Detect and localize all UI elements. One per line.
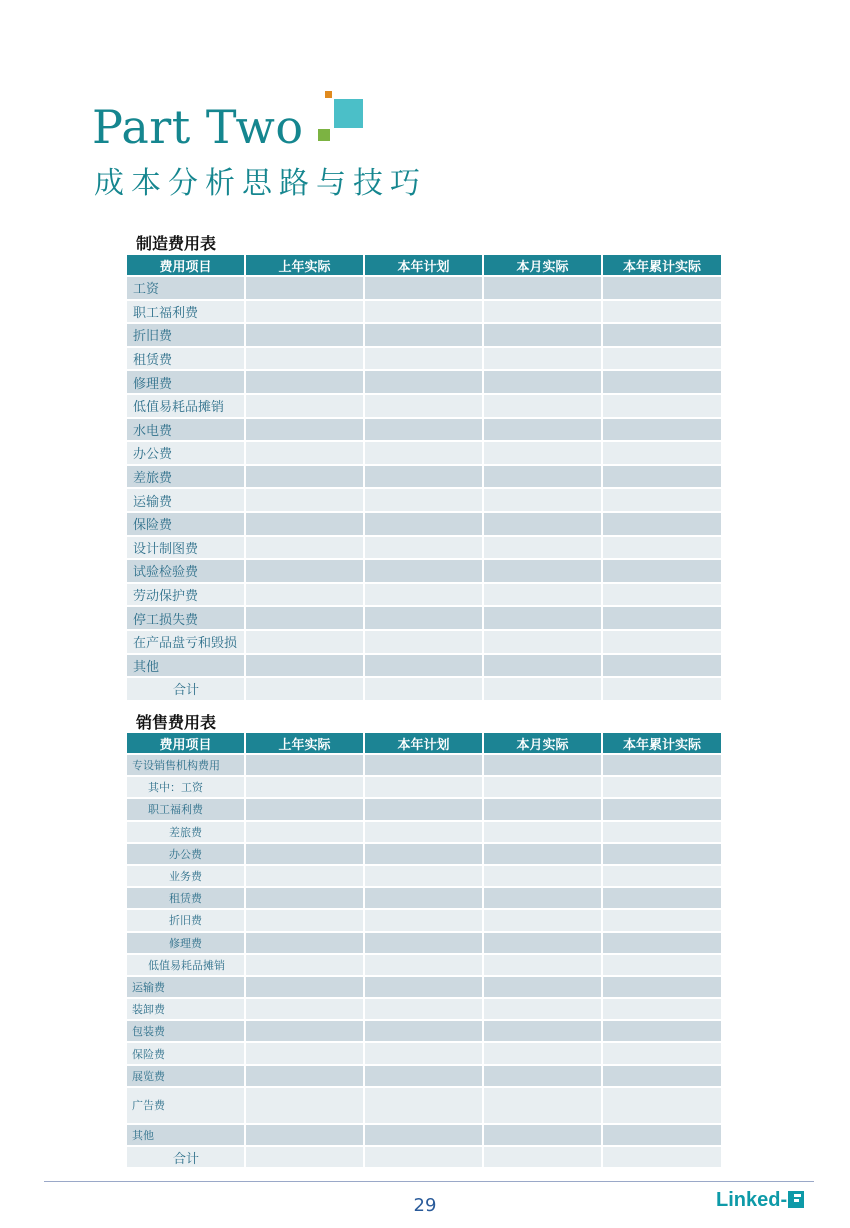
table-row bbox=[127, 1125, 721, 1145]
empty-cell bbox=[484, 755, 601, 775]
empty-cell bbox=[603, 755, 721, 775]
chapter-subtitle: 成本分析思路与技巧 bbox=[94, 166, 427, 201]
table-row bbox=[127, 1021, 721, 1041]
table-row bbox=[127, 584, 721, 606]
empty-cell bbox=[603, 1147, 721, 1167]
empty-cell bbox=[246, 560, 363, 582]
empty-cell bbox=[484, 371, 601, 393]
empty-cell bbox=[484, 301, 601, 323]
empty-cell bbox=[603, 866, 721, 886]
row-label: 水电费 bbox=[127, 419, 244, 441]
row-label: 差旅费 bbox=[127, 822, 244, 842]
empty-cell bbox=[603, 631, 721, 653]
empty-cell bbox=[365, 584, 482, 606]
empty-cell bbox=[484, 888, 601, 908]
empty-cell bbox=[246, 955, 363, 975]
empty-cell bbox=[246, 1021, 363, 1041]
empty-cell bbox=[484, 822, 601, 842]
empty-cell bbox=[365, 1043, 482, 1063]
empty-cell bbox=[603, 607, 721, 629]
empty-cell bbox=[603, 277, 721, 299]
empty-cell bbox=[365, 1066, 482, 1086]
empty-cell bbox=[246, 678, 363, 700]
empty-cell bbox=[246, 513, 363, 535]
table-row bbox=[127, 844, 721, 864]
empty-cell bbox=[603, 999, 721, 1019]
column-header: 本年累计实际 bbox=[603, 255, 721, 275]
empty-cell bbox=[603, 977, 721, 997]
table-row bbox=[127, 977, 721, 997]
empty-cell bbox=[603, 655, 721, 677]
empty-cell bbox=[246, 755, 363, 775]
column-header: 本月实际 bbox=[484, 255, 601, 275]
empty-cell bbox=[246, 371, 363, 393]
row-label: 修理费 bbox=[127, 371, 244, 393]
part-title: Part Two bbox=[92, 100, 304, 154]
row-label: 广告费 bbox=[127, 1088, 244, 1123]
empty-cell bbox=[603, 888, 721, 908]
empty-cell bbox=[603, 910, 721, 930]
empty-cell bbox=[246, 348, 363, 370]
table-row bbox=[127, 822, 721, 842]
row-label: 办公费 bbox=[127, 844, 244, 864]
empty-cell bbox=[484, 655, 601, 677]
empty-cell bbox=[484, 799, 601, 819]
table2-title: 销售费用表 bbox=[136, 713, 217, 732]
row-label: 运输费 bbox=[127, 977, 244, 997]
empty-cell bbox=[365, 977, 482, 997]
table-row bbox=[127, 395, 721, 417]
empty-cell bbox=[365, 822, 482, 842]
empty-cell bbox=[365, 1147, 482, 1167]
empty-cell bbox=[246, 866, 363, 886]
decor-square-green bbox=[318, 129, 330, 141]
column-header: 本月实际 bbox=[484, 733, 601, 753]
table-row bbox=[127, 607, 721, 629]
table-row bbox=[127, 537, 721, 559]
empty-cell bbox=[603, 348, 721, 370]
empty-cell bbox=[484, 977, 601, 997]
column-header: 费用项目 bbox=[127, 255, 244, 275]
empty-cell bbox=[484, 395, 601, 417]
table-header-row bbox=[127, 255, 721, 275]
empty-cell bbox=[365, 537, 482, 559]
row-label: 保险费 bbox=[127, 513, 244, 535]
empty-cell bbox=[365, 888, 482, 908]
empty-cell bbox=[365, 1088, 482, 1123]
empty-cell bbox=[603, 371, 721, 393]
empty-cell bbox=[603, 489, 721, 511]
empty-cell bbox=[484, 1043, 601, 1063]
empty-cell bbox=[484, 933, 601, 953]
column-header: 本年计划 bbox=[365, 255, 482, 275]
empty-cell bbox=[365, 419, 482, 441]
empty-cell bbox=[603, 537, 721, 559]
footer-divider bbox=[44, 1181, 814, 1182]
row-label: 其他 bbox=[127, 655, 244, 677]
row-label: 折旧费 bbox=[127, 910, 244, 930]
empty-cell bbox=[365, 955, 482, 975]
table-row bbox=[127, 999, 721, 1019]
empty-cell bbox=[246, 301, 363, 323]
manufacturing-cost-table bbox=[125, 253, 723, 702]
row-label: 业务费 bbox=[127, 866, 244, 886]
empty-cell bbox=[246, 1066, 363, 1086]
empty-cell bbox=[603, 777, 721, 797]
table1-title: 制造费用表 bbox=[136, 234, 217, 253]
empty-cell bbox=[484, 866, 601, 886]
empty-cell bbox=[365, 277, 482, 299]
empty-cell bbox=[365, 910, 482, 930]
table-total-row bbox=[127, 1147, 721, 1167]
empty-cell bbox=[484, 277, 601, 299]
empty-cell bbox=[484, 955, 601, 975]
row-label: 劳动保护费 bbox=[127, 584, 244, 606]
table-row bbox=[127, 1066, 721, 1086]
row-label: 包装费 bbox=[127, 1021, 244, 1041]
table-row bbox=[127, 466, 721, 488]
empty-cell bbox=[365, 755, 482, 775]
empty-cell bbox=[484, 442, 601, 464]
empty-cell bbox=[484, 999, 601, 1019]
empty-cell bbox=[246, 324, 363, 346]
table-row bbox=[127, 1088, 721, 1123]
table-total-row bbox=[127, 678, 721, 700]
empty-cell bbox=[365, 513, 482, 535]
row-label: 展览费 bbox=[127, 1066, 244, 1086]
empty-cell bbox=[365, 655, 482, 677]
row-label: 其他 bbox=[127, 1125, 244, 1145]
empty-cell bbox=[603, 1125, 721, 1145]
empty-cell bbox=[484, 910, 601, 930]
table-row bbox=[127, 888, 721, 908]
empty-cell bbox=[246, 466, 363, 488]
empty-cell bbox=[603, 1021, 721, 1041]
table-row bbox=[127, 442, 721, 464]
row-label: 停工损失费 bbox=[127, 607, 244, 629]
row-label: 装卸费 bbox=[127, 999, 244, 1019]
empty-cell bbox=[484, 678, 601, 700]
empty-cell bbox=[365, 324, 482, 346]
empty-cell bbox=[365, 560, 482, 582]
table-row bbox=[127, 655, 721, 677]
table-row bbox=[127, 933, 721, 953]
empty-cell bbox=[365, 799, 482, 819]
empty-cell bbox=[603, 844, 721, 864]
empty-cell bbox=[484, 324, 601, 346]
empty-cell bbox=[365, 489, 482, 511]
row-label: 运输费 bbox=[127, 489, 244, 511]
table-row bbox=[127, 910, 721, 930]
empty-cell bbox=[603, 560, 721, 582]
empty-cell bbox=[603, 324, 721, 346]
empty-cell bbox=[246, 977, 363, 997]
table-row bbox=[127, 1043, 721, 1063]
empty-cell bbox=[603, 442, 721, 464]
table-row bbox=[127, 348, 721, 370]
table-row bbox=[127, 489, 721, 511]
empty-cell bbox=[603, 395, 721, 417]
empty-cell bbox=[484, 1088, 601, 1123]
empty-cell bbox=[603, 1088, 721, 1123]
empty-cell bbox=[365, 301, 482, 323]
empty-cell bbox=[246, 1125, 363, 1145]
row-label: 低值易耗品摊销 bbox=[127, 955, 244, 975]
empty-cell bbox=[246, 799, 363, 819]
empty-cell bbox=[365, 395, 482, 417]
empty-cell bbox=[246, 537, 363, 559]
row-label: 合计 bbox=[127, 1147, 244, 1167]
empty-cell bbox=[365, 678, 482, 700]
empty-cell bbox=[484, 777, 601, 797]
empty-cell bbox=[246, 822, 363, 842]
row-label: 试验检验费 bbox=[127, 560, 244, 582]
empty-cell bbox=[603, 1043, 721, 1063]
row-label: 专设销售机构费用 bbox=[127, 755, 244, 775]
table-row bbox=[127, 419, 721, 441]
row-label: 保险费 bbox=[127, 1043, 244, 1063]
row-label: 职工福利费 bbox=[127, 301, 244, 323]
brand-logo bbox=[716, 1189, 804, 1212]
empty-cell bbox=[484, 489, 601, 511]
row-label: 修理费 bbox=[127, 933, 244, 953]
empty-cell bbox=[246, 419, 363, 441]
empty-cell bbox=[246, 1147, 363, 1167]
empty-cell bbox=[246, 277, 363, 299]
row-label: 合计 bbox=[127, 678, 244, 700]
empty-cell bbox=[484, 844, 601, 864]
empty-cell bbox=[603, 955, 721, 975]
empty-cell bbox=[484, 348, 601, 370]
empty-cell bbox=[365, 1125, 482, 1145]
table-row bbox=[127, 799, 721, 819]
empty-cell bbox=[603, 799, 721, 819]
empty-cell bbox=[246, 888, 363, 908]
empty-cell bbox=[365, 999, 482, 1019]
empty-cell bbox=[246, 910, 363, 930]
column-header: 上年实际 bbox=[246, 255, 363, 275]
sales-cost-table bbox=[125, 731, 723, 1169]
empty-cell bbox=[246, 442, 363, 464]
empty-cell bbox=[365, 1021, 482, 1041]
empty-cell bbox=[603, 1066, 721, 1086]
column-header: 费用项目 bbox=[127, 733, 244, 753]
empty-cell bbox=[365, 371, 482, 393]
row-label: 租赁费 bbox=[127, 888, 244, 908]
empty-cell bbox=[246, 999, 363, 1019]
table-row bbox=[127, 513, 721, 535]
row-label: 设计制图费 bbox=[127, 537, 244, 559]
empty-cell bbox=[246, 933, 363, 953]
empty-cell bbox=[484, 1066, 601, 1086]
brand-text: Linked- bbox=[716, 1189, 788, 1211]
empty-cell bbox=[365, 442, 482, 464]
decor-square-teal bbox=[334, 99, 363, 128]
table-row bbox=[127, 324, 721, 346]
row-label: 在产品盘亏和毁损 bbox=[127, 631, 244, 653]
empty-cell bbox=[246, 631, 363, 653]
empty-cell bbox=[365, 844, 482, 864]
row-label: 低值易耗品摊销 bbox=[127, 395, 244, 417]
column-header: 本年计划 bbox=[365, 733, 482, 753]
empty-cell bbox=[603, 822, 721, 842]
table-row bbox=[127, 560, 721, 582]
decor-square-orange bbox=[325, 91, 332, 98]
table-header-row bbox=[127, 733, 721, 753]
empty-cell bbox=[603, 513, 721, 535]
empty-cell bbox=[365, 631, 482, 653]
empty-cell bbox=[365, 348, 482, 370]
row-label: 职工福利费 bbox=[127, 799, 244, 819]
row-label: 其中：工资 bbox=[127, 777, 244, 797]
empty-cell bbox=[484, 560, 601, 582]
row-label: 租赁费 bbox=[127, 348, 244, 370]
empty-cell bbox=[484, 607, 601, 629]
empty-cell bbox=[365, 933, 482, 953]
column-header: 本年累计实际 bbox=[603, 733, 721, 753]
empty-cell bbox=[246, 1088, 363, 1123]
empty-cell bbox=[246, 1043, 363, 1063]
empty-cell bbox=[484, 466, 601, 488]
empty-cell bbox=[246, 584, 363, 606]
table-row bbox=[127, 755, 721, 775]
table-row bbox=[127, 955, 721, 975]
table-row bbox=[127, 631, 721, 653]
empty-cell bbox=[246, 844, 363, 864]
brand-f-icon bbox=[788, 1191, 804, 1208]
empty-cell bbox=[246, 607, 363, 629]
empty-cell bbox=[603, 419, 721, 441]
empty-cell bbox=[246, 777, 363, 797]
empty-cell bbox=[484, 1021, 601, 1041]
row-label: 工资 bbox=[127, 277, 244, 299]
empty-cell bbox=[365, 607, 482, 629]
row-label: 差旅费 bbox=[127, 466, 244, 488]
empty-cell bbox=[484, 631, 601, 653]
column-header: 上年实际 bbox=[246, 733, 363, 753]
empty-cell bbox=[365, 866, 482, 886]
table-row bbox=[127, 301, 721, 323]
empty-cell bbox=[365, 466, 482, 488]
empty-cell bbox=[246, 395, 363, 417]
empty-cell bbox=[484, 513, 601, 535]
empty-cell bbox=[603, 466, 721, 488]
empty-cell bbox=[246, 655, 363, 677]
empty-cell bbox=[603, 933, 721, 953]
table-row bbox=[127, 371, 721, 393]
table-row bbox=[127, 777, 721, 797]
table-row bbox=[127, 866, 721, 886]
empty-cell bbox=[484, 419, 601, 441]
row-label: 折旧费 bbox=[127, 324, 244, 346]
empty-cell bbox=[484, 1147, 601, 1167]
empty-cell bbox=[365, 777, 482, 797]
table-row bbox=[127, 277, 721, 299]
empty-cell bbox=[246, 489, 363, 511]
empty-cell bbox=[484, 537, 601, 559]
page-number: 29 bbox=[413, 1195, 437, 1216]
empty-cell bbox=[603, 301, 721, 323]
empty-cell bbox=[484, 584, 601, 606]
row-label: 办公费 bbox=[127, 442, 244, 464]
empty-cell bbox=[603, 678, 721, 700]
empty-cell bbox=[484, 1125, 601, 1145]
empty-cell bbox=[603, 584, 721, 606]
